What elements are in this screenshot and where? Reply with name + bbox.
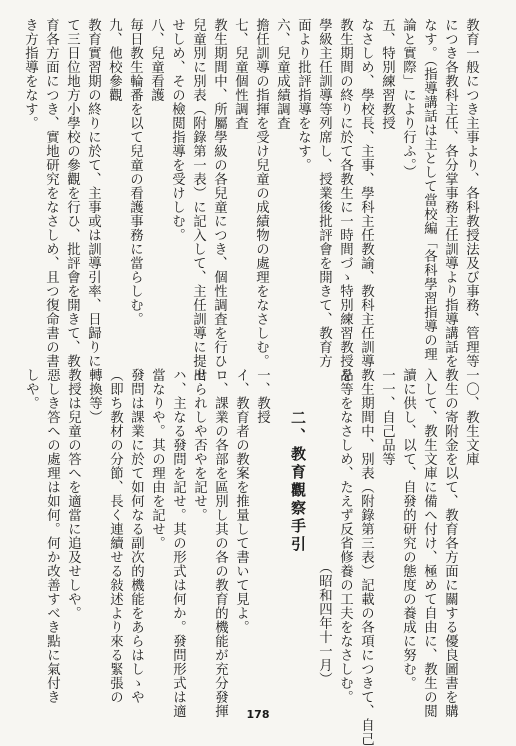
- text-column: 教育實習期の終りに於て、主事或は訓導引率、日歸りに: [85, 18, 101, 368]
- text-column: 品等をなさしめ、たえず反省修養の工夫をなさしむ。: [337, 368, 353, 704]
- heading: 七、兒童個性調査: [232, 18, 248, 130]
- text-column: 入して、教生文庫に備へ付け、極めて自由に、教生の閲: [421, 368, 437, 718]
- text-column: 論と實際」により行ふ。）: [400, 18, 416, 180]
- text-column: 惡しき答への處理は如何。何か改善すべき點に氣付き: [44, 368, 60, 704]
- heading: 五、特別練習教授: [379, 18, 395, 130]
- heading: 九、他校參觀: [106, 18, 122, 102]
- date-note: （昭和四年十一月）: [316, 560, 332, 686]
- heading: 一、教授: [254, 368, 270, 424]
- text-column: しや。: [23, 368, 39, 410]
- text-column: につき各教科主任、各分掌事務主任訓導より指導講話を: [442, 18, 458, 368]
- text-column: 兒童別に別表（附錄第一表）に記入して、主任訓導に提出: [190, 18, 206, 382]
- text-column: 轉換等）: [86, 368, 102, 424]
- section-title: 二、教育觀察手引: [289, 410, 307, 554]
- text-column: 教授は兒童の答へを適當に追及せしや。: [65, 368, 81, 620]
- text-column: なさしめ、學校長、主事、學科主任教諭、教科主任訓導: [358, 18, 374, 368]
- text-column: 育各方面につき、實地研究をなさしめ、且つ復命書の書: [43, 18, 59, 368]
- heading: 八、兒童看護: [148, 18, 164, 102]
- heading: 一〇、教生文庫: [463, 368, 479, 466]
- text-column: 教生期間の終りに於て各教生に一時間づゝ特別練習教授を: [337, 18, 353, 382]
- text-column: 當なりや。其の理由を記せ。: [149, 368, 165, 550]
- text-column: 毎日教生輪番を以て兒童の看護事務に當らしむ。: [127, 18, 143, 326]
- text-column: イ、教育者の教案を推量して書いて見よ。: [233, 368, 249, 634]
- page-number: 178: [246, 708, 270, 721]
- text-column: ロ、課業の各部を區別し其の各の教育的機能が充分發揮: [212, 368, 228, 718]
- text-column: 教育一般につき主事より、各科教授法及び事務、管理等: [463, 18, 479, 368]
- text-column: 教生期間中、別表（附錄第三表）記載の各項につきて、自己: [358, 368, 374, 746]
- text-column: （即ち教材の分節、長く連續せる敍述より來る緊張の: [107, 368, 123, 704]
- text-column: せしめ、その檢閲指導を受けしむ。: [169, 18, 185, 242]
- text-column: なす。（指導講話は主として當校編「各科學習指導の理: [421, 18, 437, 362]
- heading: 一一、自己品等: [379, 368, 395, 466]
- text-column: 教生期間中、所屬學級の各兒童につき、個性調査を行ひ: [211, 18, 227, 368]
- text-column: 讀に供し、以て、自發的研究の態度の養成に努む。: [400, 368, 416, 690]
- text-column: ハ、主なる發問を記せ。其の形式は何か。發問形式は適: [170, 368, 186, 718]
- text-column: 教生の寄附金を以て、教育各方面に關する優良圖書を購: [442, 368, 458, 718]
- text-column: き方指導をなす。: [22, 18, 38, 130]
- text-column: せられしや否やを記せ。: [191, 368, 207, 522]
- text-column: 面より批評指導をなす。: [295, 18, 311, 172]
- text-column: 發問は課業に於て如何なる副次的機能をあらはしゝや: [128, 368, 144, 704]
- text-column: 學級主任訓導等列席し、授業後批評會を開きて、教育方: [316, 18, 332, 368]
- text-column: て三日位地方小學校の參觀を行ひ、批評會を開きて、教: [64, 18, 80, 368]
- heading: 六、兒童成績調査: [274, 18, 290, 130]
- text-column: 擔任訓導の指揮を受け兒童の成績物の處理をなさしむ。: [253, 18, 269, 368]
